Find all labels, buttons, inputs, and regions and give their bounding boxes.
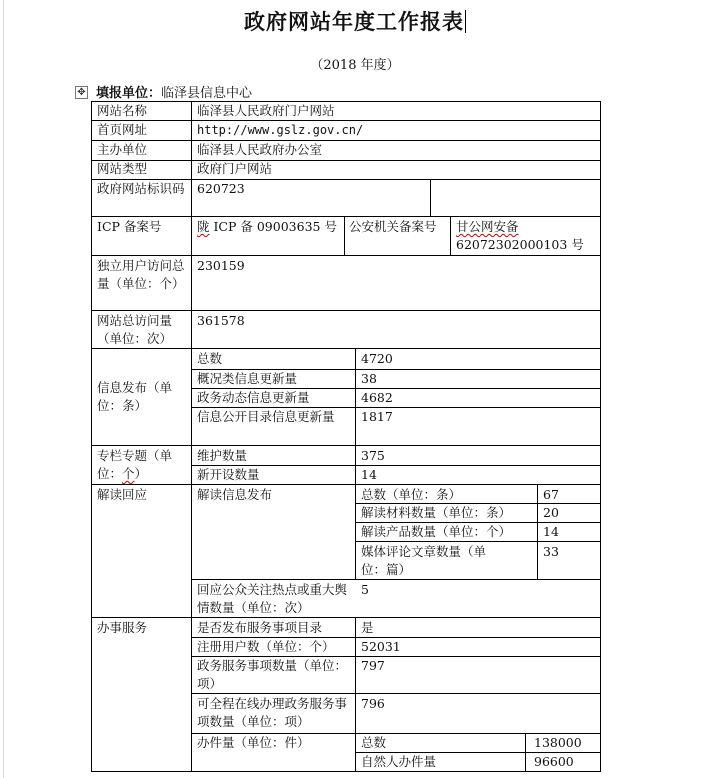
rule: [191, 579, 601, 580]
rule: [355, 541, 601, 542]
uv-label: 独立用户访问总量（单位：个）: [97, 258, 185, 291]
document-title[interactable]: 政府网站年度工作报表: [244, 9, 464, 34]
service-cases-person-label: 自然人办件量: [361, 754, 437, 769]
service-items-value[interactable]: 797: [361, 658, 385, 673]
sponsor-label: 主办单位: [97, 142, 148, 157]
info-news-label: 政务动态信息更新量: [197, 390, 310, 405]
filler-label: 填报单位：: [96, 86, 162, 101]
rule: [344, 216, 345, 255]
rule: [450, 216, 451, 255]
service-cases-label: 办件量（单位：件）: [197, 735, 310, 750]
service-items-label: 政务服务事项数量（单位：项）: [197, 658, 348, 691]
type-value[interactable]: 政府门户网站: [197, 161, 273, 176]
info-catalog-value[interactable]: 1817: [361, 409, 393, 424]
interpret-hot-value[interactable]: 5: [361, 582, 369, 597]
service-label: 办事服务: [97, 620, 148, 635]
icp-label: ICP 备案号: [97, 219, 162, 234]
rule: [91, 445, 601, 446]
interpret-media-label: 媒体评论文章数量（单位：篇）: [361, 544, 487, 577]
interpret-total-value[interactable]: 67: [543, 487, 559, 502]
service-cases-person-value[interactable]: 96600: [534, 754, 574, 769]
topics-maintain-label: 维护数量: [197, 448, 248, 463]
sponsor-value[interactable]: 临泽县人民政府办公室: [197, 142, 323, 157]
police-label: 公安机关备案号: [349, 219, 437, 234]
filler-value[interactable]: 临泽县信息中心: [161, 86, 253, 101]
rule: [355, 348, 356, 484]
interpret-total-label: 总数（单位：条）: [361, 487, 462, 502]
service-online-value[interactable]: 796: [361, 696, 385, 711]
text-cursor: [465, 10, 466, 33]
site-name-value[interactable]: 临泽县人民政府门户网站: [197, 103, 335, 118]
rule: [91, 484, 601, 485]
police-prefix-text: 甘公网安备: [456, 219, 519, 234]
table-move-handle-icon[interactable]: ✥: [75, 86, 88, 99]
info-total-value[interactable]: 4720: [361, 351, 393, 366]
rule: [91, 101, 92, 772]
interpret-media-value[interactable]: 33: [543, 544, 559, 559]
rule: [91, 160, 601, 161]
site-id-value[interactable]: 620723: [197, 181, 245, 196]
rule: [537, 484, 538, 579]
info-overview-value[interactable]: 38: [361, 371, 377, 386]
interpret-hot-label: 回应公众关注热点或重大舆情数量（单位：次）: [197, 582, 348, 615]
service-users-label: 注册用户数（单位：个）: [197, 639, 335, 654]
interpret-product-label: 解读产品数量（单位：个）: [361, 524, 512, 539]
topics-label-b: 个: [122, 466, 135, 481]
info-publish-label: 信息发布（单位：条）: [97, 380, 173, 413]
service-cases-total-value[interactable]: 138000: [534, 735, 582, 750]
service-cases-total-label: 总数: [361, 735, 387, 750]
topics-maintain-value[interactable]: 375: [361, 448, 385, 463]
site-id-label: 政府网站标识码: [97, 181, 185, 196]
interpret-material-label: 解读材料数量（单位：条）: [361, 505, 512, 520]
topics-new-label: 新开设数量: [197, 467, 260, 482]
uv-value[interactable]: 230159: [197, 258, 245, 273]
homepage-value[interactable]: http://www.gslz.gov.cn/: [197, 123, 364, 137]
rule: [91, 101, 601, 102]
icp-value[interactable]: [197, 218, 337, 236]
rule: [355, 617, 356, 772]
pv-value[interactable]: 361578: [197, 313, 245, 328]
page-edge: [3, 0, 4, 778]
rule: [91, 255, 601, 256]
interpret-sub-label: 解读信息发布: [197, 487, 273, 502]
rule: [91, 617, 601, 618]
rule: [91, 216, 601, 217]
rule: [355, 484, 356, 579]
interpret-material-value[interactable]: 20: [543, 505, 559, 520]
topics-label-a: 专栏专题（单位：: [97, 448, 173, 481]
topics-label: [97, 447, 189, 483]
pv-label: 网站总访问量（单位：次）: [97, 313, 173, 346]
service-catalog-label: 是否发布服务事项目录: [197, 620, 323, 635]
service-online-label: 可全程在线办理政务服务事项数量（单位：项）: [197, 696, 348, 729]
police-prefix[interactable]: [456, 218, 519, 236]
police-value[interactable]: 62072302000103 号: [456, 237, 584, 252]
service-catalog-value[interactable]: 是: [361, 620, 374, 635]
type-label: 网站类型: [97, 161, 148, 176]
rule: [191, 693, 601, 694]
filler-unit: [96, 82, 252, 101]
icp-number: ICP 备 09003635 号: [209, 219, 337, 234]
info-news-value[interactable]: 4682: [361, 390, 393, 405]
homepage-label: 首页网址: [97, 122, 148, 137]
info-overview-label: 概况类信息更新量: [197, 371, 298, 386]
rule: [191, 101, 192, 772]
interpret-label: 解读回应: [97, 487, 148, 502]
icp-prefix: 陇: [197, 219, 210, 234]
rule: [91, 348, 601, 349]
report-year: （2018 年度）: [310, 58, 400, 73]
info-catalog-label: 信息公开目录信息更新量: [197, 409, 335, 424]
rule: [600, 101, 601, 772]
topics-label-c: ）: [134, 466, 148, 481]
info-total-label: 总数: [197, 351, 223, 366]
rule: [91, 140, 601, 141]
site-name-label: 网站名称: [97, 103, 148, 118]
topics-new-value[interactable]: 14: [361, 467, 377, 482]
interpret-product-value[interactable]: 14: [543, 524, 559, 539]
rule: [91, 310, 601, 311]
service-users-value[interactable]: 52031: [361, 639, 401, 654]
rule: [525, 733, 526, 772]
rule: [430, 179, 431, 216]
